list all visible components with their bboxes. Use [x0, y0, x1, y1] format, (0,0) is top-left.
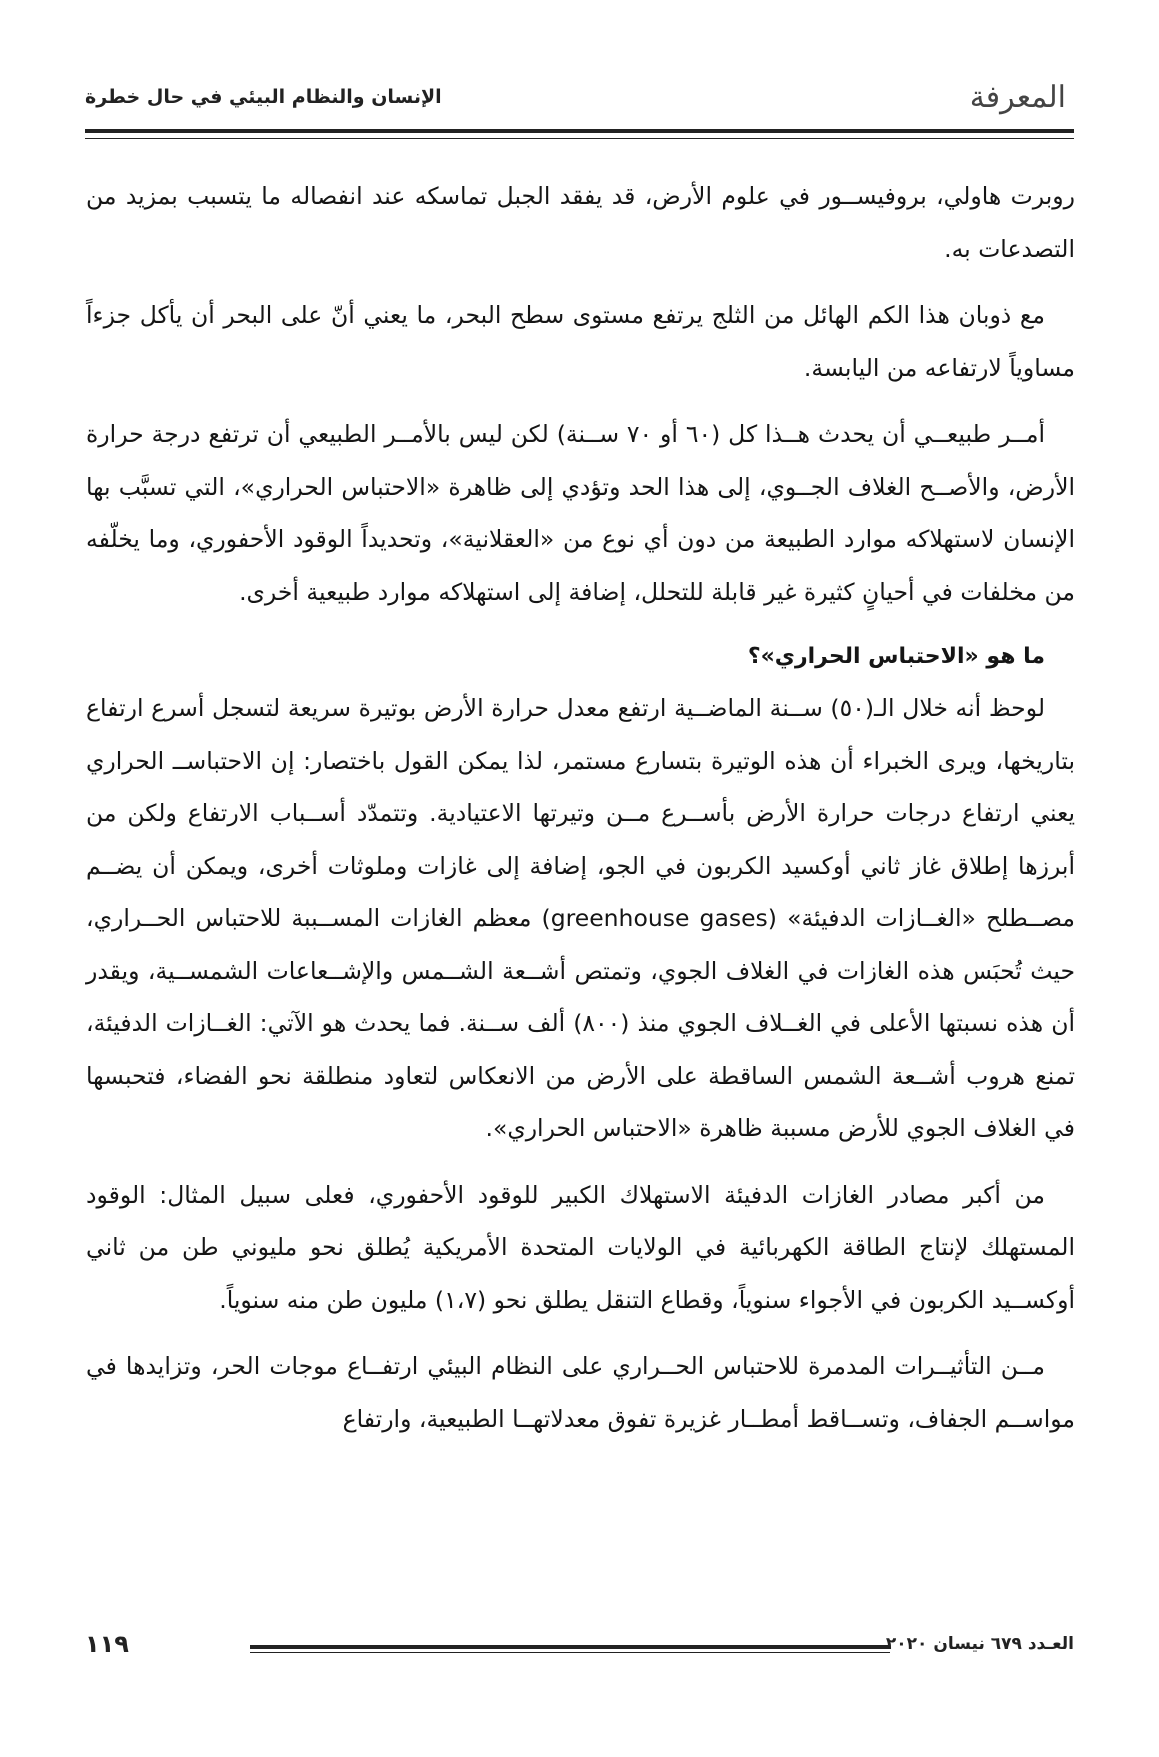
paragraph-6: مــن التأثيــرات المدمرة للاحتباس الحــراري على النظام البيئي ارتفــاع موجات الحر، وتزايدها في مواســم الجفاف، وتســاقط أمطــار غزيرة تفوق معدلاتهــا الطبيعية، وارتفاع: [86, 1352, 1075, 1433]
header-rule-thin: [85, 138, 1074, 139]
running-title: الإنسان والنظام البيئي في حال خطرة: [85, 86, 442, 108]
section-heading: ما هو «الاحتباس الحراري»؟: [747, 644, 1045, 669]
paragraph-5: من أكبر مصادر الغازات الدفيئة الاستهلاك الكبير للوقود الأحفوري، فعلى سبيل المثال: الوقود المستهلك لإنتاج الطاقة الكهربائية في الولايات المتحدة الأمريكية يُطلق نحو مليوني طن من ثاني أوكســيد الكربون في الأجواء سنوياً، وقطاع التنقل يطلق نحو (١،٧) مليون طن منه سنوياً.: [86, 1180, 1075, 1314]
header-rule-thick: [85, 129, 1074, 133]
issue-info: العـدد ٦٧٩ نيسان ٢٠٢٠: [885, 1634, 1074, 1654]
article-body: [86, 170, 1075, 1459]
magazine-logo: المعرفة: [969, 80, 1066, 115]
paragraph-3: أمــر طبيعــي أن يحدث هــذا كل (٦٠ أو ٧٠ ســنة) لكن ليس بالأمــر الطبيعي أن ترتفع درجة حرارة الأرض، والأصــح الغلاف الجــوي، إلى هذا الحد وتؤدي إلى ظاهرة «الاحتباس الحراري»، التي تسبَّب بها الإنسان لاستهلاكه موارد الطبيعة من دون أي نوع من «العقلانية»، وتحديداً الوقود الأحفوري، وما يخلّفه من مخلفات في أحيانٍ كثيرة غير قابلة للتحلل، إضافة إلى استهلاكه موارد طبيعية أخرى.: [86, 420, 1075, 606]
paragraph-4: لوحظ أنه خلال الـ(٥٠) ســنة الماضــية ارتفع معدل حرارة الأرض بوتيرة سريعة لتسجل أسرع ارتفاع بتاريخها، ويرى الخبراء أن هذه الوتيرة بتسارع مستمر، لذا يمكن القول باختصار: إن الاحتباســ الحراري يعني ارتفاع درجات حرارة الأرض بأســرع مــن وتيرتها الاعتيادية. وتتمدّد أســباب الارتفاع ولكن من أبرزها إطلاق غاز ثاني أوكسيد الكربون في الجو، إضافة إلى غازات وملوثات أخرى، ويمكن أن يضــم مصــطلح «الغــازات الدفيئة» (greenhouse gases) معظم الغازات المســببة للاحتباس الحــراري، حيث تُحبَس هذه الغازات في الغلاف الجوي، وتمتص أشــعة الشــمس والإشــعاعات الشمســية، ويقدر أن هذه نسبتها الأعلى في الغــلاف الجوي منذ (٨٠٠) ألف ســنة. فما يحدث هو الآتي: الغــازات الدفيئة، تمنع هروب أشــعة الشمس الساقطة على الأرض من الانعكاس لتعاود منطلقة نحو الفضاء، فتحبسها في الغلاف الجوي للأرض مسببة ظاهرة «الاحتباس الحراري».: [86, 694, 1075, 1142]
footer-rule-thin: [250, 1652, 890, 1653]
paragraph-1: روبرت هاولي، بروفيســور في علوم الأرض، قد يفقد الجبل تماسكه عند انفصاله ما يتسبب بمزيد من التصدعات به.: [86, 182, 1075, 263]
page-footer: [85, 1630, 1074, 1666]
footer-rule-thick: [250, 1645, 890, 1649]
paragraph-2: مع ذوبان هذا الكم الهائل من الثلج يرتفع مستوى سطح البحر، ما يعني أنّ على البحر أن يأكل جزءاً مساوياً لارتفاعه من اليابسة.: [86, 301, 1075, 382]
page-number: ١١٩: [85, 1630, 129, 1658]
page-header: [85, 78, 1074, 128]
